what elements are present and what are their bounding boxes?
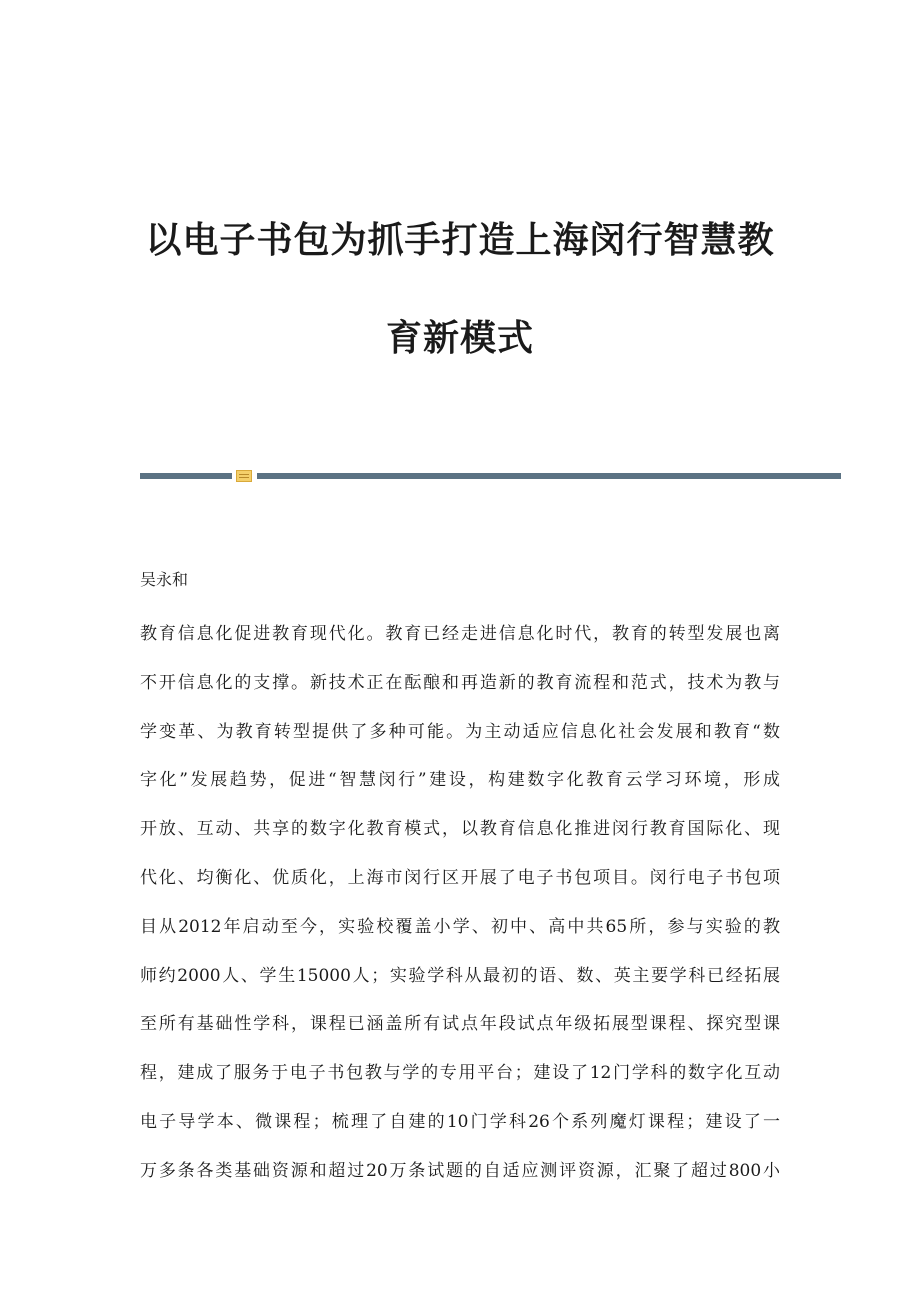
body-line: 程，建成了服务于电子书包教与学的专用平台；建设了12门学科的数字化互动: [140, 1063, 780, 1084]
divider-bar-left: [140, 473, 232, 479]
body-line: 代化、均衡化、优质化，上海市闵行区开展了电子书包项目。闵行电子书包项: [140, 867, 780, 888]
body-line: 教育信息化促进教育现代化。教育已经走进信息化时代，教育的转型发展也离: [140, 624, 780, 644]
body-line: 目从2012年启动至今，实验校覆盖小学、初中、高中共65所，参与实验的教: [140, 916, 780, 937]
title-divider: [140, 470, 841, 482]
body-line: 电子导学本、微课程；梳理了自建的10门学科26个系列魔灯课程；建设了一: [140, 1111, 780, 1132]
author-name: 吴永和: [140, 570, 189, 589]
body-paragraph: [140, 622, 780, 1208]
body-line: 不开信息化的支撑。新技术正在酝酿和再造新的教育流程和范式，技术为教与: [140, 672, 780, 693]
body-line: 万多条各类基础资源和超过20万条试题的自适应测评资源，汇聚了超过800小: [140, 1160, 780, 1181]
body-line: 字化”发展趋势，促进“智慧闵行”建设，构建数字化教育云学习环境，形成: [140, 770, 780, 791]
body-line: 开放、互动、共享的数字化教育模式，以教育信息化推进闵行教育国际化、现: [140, 819, 780, 840]
body-line: 师约2000人、学生15000人；实验学科从最初的语、数、英主要学科已经拓展: [140, 965, 780, 986]
document-title-line-1: 以电子书包为抓手打造上海闵行智慧教: [145, 219, 775, 261]
body-line: 学变革、为教育转型提供了多种可能。为主动适应信息化社会发展和教育“数: [140, 721, 780, 742]
document-title-line-2: 育新模式: [385, 317, 534, 359]
divider-bar-right: [257, 473, 841, 479]
body-line: 至所有基础性学科，课程已涵盖所有试点年段试点年级拓展型课程、探究型课: [140, 1014, 780, 1035]
divider-emblem-icon: [236, 470, 252, 482]
